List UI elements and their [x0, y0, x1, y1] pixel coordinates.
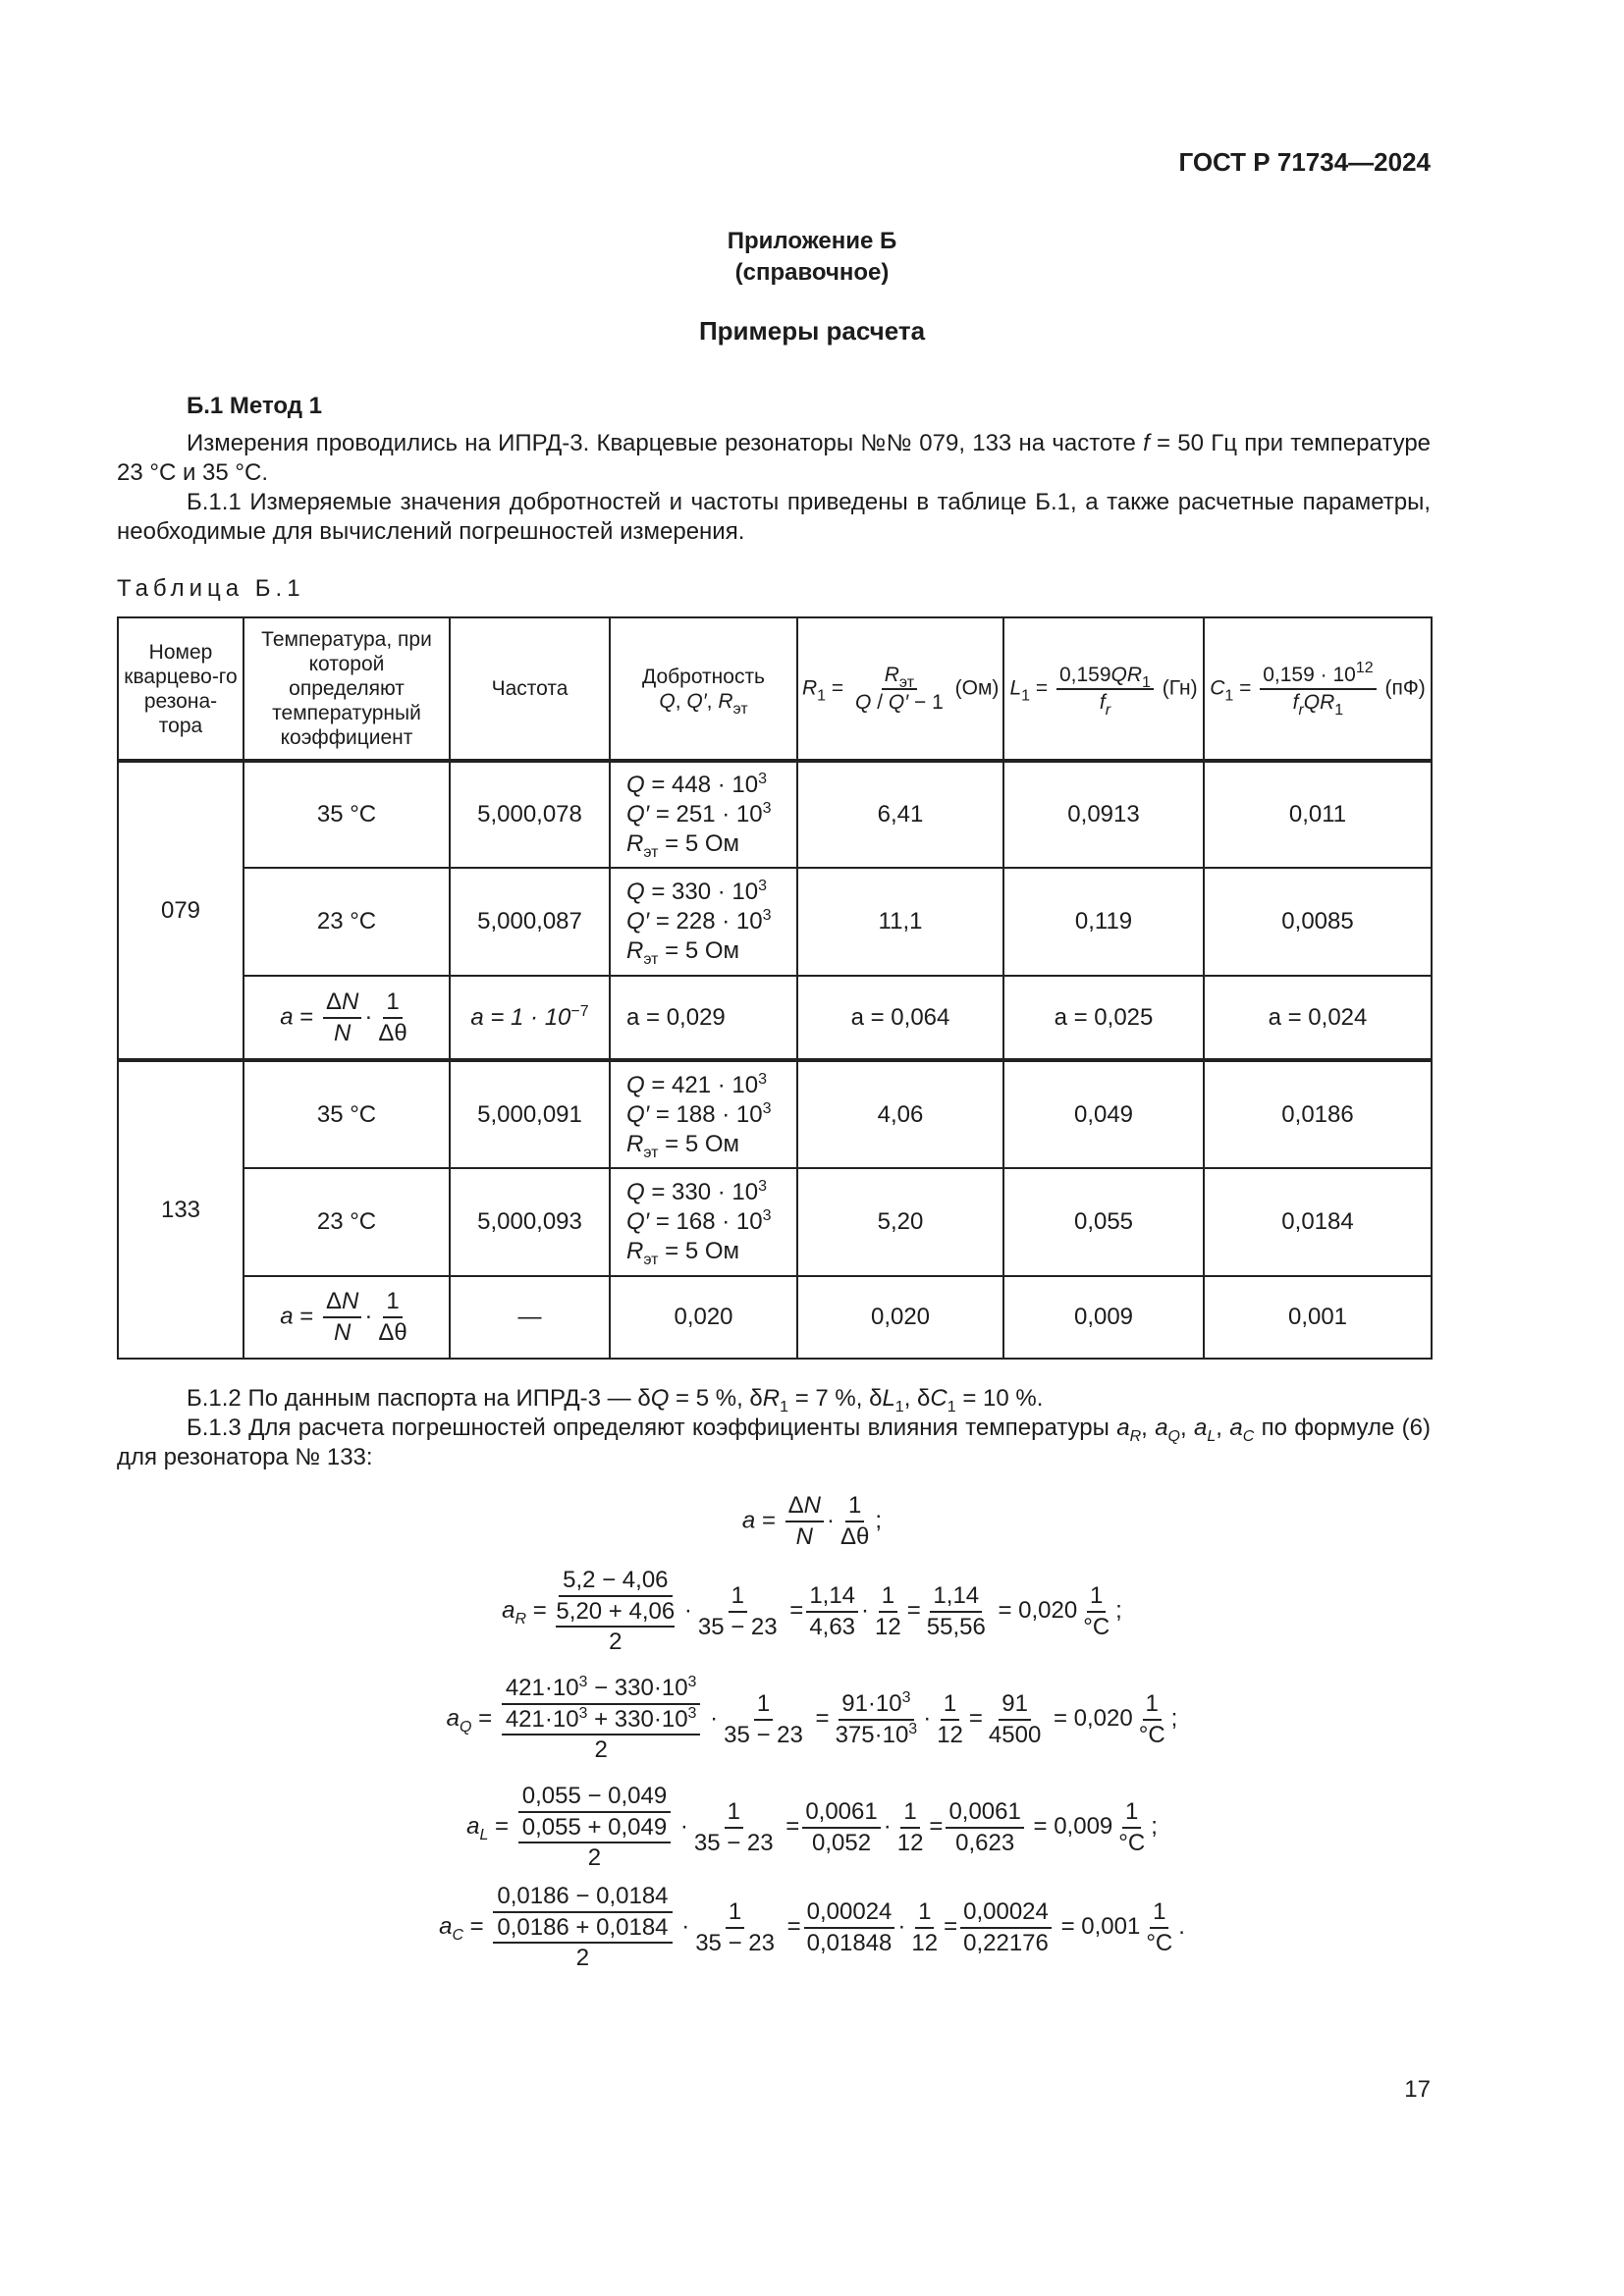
l1-cell: 0,049: [1003, 1060, 1204, 1168]
quality-cell: $Q = 330 \cdot 10^3$ $Q' = 168 \cdot 10^3$ $R_{эт} = 5$ Ом: [610, 1168, 797, 1276]
appendix-heading: [0, 226, 1624, 289]
table-header-row: [118, 617, 1432, 761]
frequency-cell: 5,000,093: [450, 1168, 610, 1276]
quality-cell: $Q = 448 \cdot 10^3$ $Q' = 251 \cdot 10^3$ $R_{эт} = 5$ Ом: [610, 761, 797, 868]
r1-cell: 11,1: [797, 868, 1003, 976]
coefficient-quality: a = 0,029: [610, 976, 797, 1060]
header-number: Номер кварцево-го резона-тора: [118, 617, 244, 761]
header-frequency: Частота: [450, 617, 610, 761]
page-number: 17: [1404, 2076, 1431, 2103]
coefficient-l1: 0,009: [1003, 1276, 1204, 1359]
c1-cell: 0,0186: [1204, 1060, 1432, 1168]
document-header: ГОСТ Р 71734—2024: [1178, 147, 1431, 177]
header-quality: Добротность Q, Q′, $R_{эт}$: [610, 617, 797, 761]
resonator-number: 133: [118, 1060, 244, 1359]
table-row: [118, 761, 1432, 868]
table-row: [118, 1168, 1432, 1276]
intro-paragraph-1: Измерения проводились на ИПРД-3. Кварцевые резонаторы №№ 079, 133 на частоте f = 50 Гц при температуре 23 °С и 35 °С.: [117, 430, 1432, 486]
formula-general: a = $\frac{\Delta N}{N}$ · $\frac{1}{\Delta\theta}$ ;: [741, 1492, 883, 1550]
intro-paragraph-2: Б.1.1 Измеряемые значения добротностей и частоты приведены в таблице Б.1, а также расчетные параметры, необходимые для вычислений погрешностей измерения.: [117, 489, 1431, 545]
coefficient-c1: 0,001: [1204, 1276, 1432, 1359]
coefficient-l1: a = 0,025: [1003, 976, 1204, 1060]
r1-cell: 5,20: [797, 1168, 1003, 1276]
header-l1: $L_1$ = $\frac{0,159QR_1}{f_r}$ (Гн): [1003, 617, 1204, 761]
temperature-cell: 35 °С: [244, 1060, 450, 1168]
r1-cell: 6,41: [797, 761, 1003, 868]
coefficient-r1: 0,020: [797, 1276, 1003, 1359]
coefficient-frequency: $a = 1 \cdot 10^{-7}$: [450, 976, 610, 1060]
intro-text: [117, 429, 1431, 547]
table-caption: Таблица Б.1: [117, 575, 305, 602]
data-table: [117, 616, 1433, 1360]
note-b13: Б.1.3 Для расчета погрешностей определяют коэффициенты влияния температуры $a_R$, $a_Q$, $a_L$, $a_C$ по формуле (6) для резонатора № 133:: [117, 1415, 1432, 1470]
appendix-title: Приложение Б: [727, 228, 897, 254]
coefficient-c1: a = 0,024: [1204, 976, 1432, 1060]
coefficient-r1: a = 0,064: [797, 976, 1003, 1060]
frequency-cell: 5,000,078: [450, 761, 610, 868]
header-temperature: Температура, при которой определяют температурный коэффициент: [244, 617, 450, 761]
c1-cell: 0,011: [1204, 761, 1432, 868]
coefficient-quality: 0,020: [610, 1276, 797, 1359]
notes-text: [117, 1384, 1431, 1472]
page-title: Примеры расчета: [698, 316, 926, 346]
temperature-cell: 23 °С: [244, 868, 450, 976]
table-row-coefficient: [118, 1276, 1432, 1359]
r1-cell: 4,06: [797, 1060, 1003, 1168]
l1-cell: 0,119: [1003, 868, 1204, 976]
quality-cell: $Q = 421 \cdot 10^3$ $Q' = 188 \cdot 10^3$ $R_{эт} = 5$ Ом: [610, 1060, 797, 1168]
c1-cell: 0,0184: [1204, 1168, 1432, 1276]
quality-cell: $Q = 330 \cdot 10^3$ $Q' = 228 \cdot 10^3$ $R_{эт} = 5$ Ом: [610, 868, 797, 976]
frequency-cell: 5,000,091: [450, 1060, 610, 1168]
appendix-subtitle: (справочное): [734, 259, 890, 286]
formula-aL: $a_L$ = $\frac{\frac{0,055 - 0,049}{0,055 + 0,049}}{2}$ · $\frac{1}{35 - 23}$ = $\frac{0,0061}{0,052}$ · $\frac{1}{12}$ = $\frac{0,0061}{0,623}$ = 0,009 $\frac{1}{^\circ С}$ ;: [466, 1783, 1158, 1871]
table-row: [118, 1060, 1432, 1168]
formula-aR: $a_R$ = $\frac{\frac{5,2 - 4,06}{5,20 + 4,06}}{2}$ · $\frac{1}{35 - 23}$ = $\frac{1,14}{4,63}$ · $\frac{1}{12}$ = $\frac{1,14}{55,56}$ = 0,020 $\frac{1}{^\circ С}$ ;: [502, 1567, 1122, 1655]
coefficient-formula: a = $\frac{\Delta N}{N}$ · $\frac{1}{\Delta\theta}$: [244, 976, 450, 1060]
temperature-cell: 23 °С: [244, 1168, 450, 1276]
frequency-cell: 5,000,087: [450, 868, 610, 976]
note-b12: Б.1.2 По данным паспорта на ИПРД-3 — δQ = 5 %, $\delta R_1 = 7$ %, $\delta L_1$, $\delta C_1 = 10$ %.: [187, 1385, 1044, 1415]
c1-cell: 0,0085: [1204, 868, 1432, 976]
table-row-coefficient: [118, 976, 1432, 1060]
l1-cell: 0,055: [1003, 1168, 1204, 1276]
table-row: [118, 868, 1432, 976]
resonator-number: 079: [118, 761, 244, 1060]
formula-aC: $a_C$ = $\frac{\frac{0,0186 - 0,0184}{0,0186 + 0,0184}}{2}$ · $\frac{1}{35 - 23}$ = $\frac{0,00024}{0,01848}$ · $\frac{1}{12}$ = $\frac{0,00024}{0,22176}$ = 0,001 $\frac{1}{^\circ С}$ .: [439, 1883, 1185, 1971]
header-r1: $R_1$ = $\frac{R_{эт}}{Q / Q' - 1}$ (Ом): [797, 617, 1003, 761]
coefficient-formula: a = $\frac{\Delta N}{N}$ · $\frac{1}{\Delta\theta}$: [244, 1276, 450, 1359]
formula-aQ: $a_Q$ = $\frac{\frac{421\cdot 10^3 - 330\cdot 10^3}{421\cdot 10^3 + 330\cdot 10^3}}{2}$ · $\frac{1}{35 - 23}$ = $\frac{91\cdot 10^3}{375\cdot 10^3}$ · $\frac{1}{12}$ = $\frac{91}{4500}$ = 0,020 $\frac{1}{^\circ С}$ ;: [446, 1674, 1178, 1763]
coefficient-frequency: —: [450, 1276, 610, 1359]
l1-cell: 0,0913: [1003, 761, 1204, 868]
temperature-cell: 35 °С: [244, 761, 450, 868]
section-title: Б.1 Метод 1: [187, 393, 322, 419]
header-c1: $C_1$ = $\frac{0,159 \cdot 10^{12}}{f_rQR_1}$ (пФ): [1204, 617, 1432, 761]
